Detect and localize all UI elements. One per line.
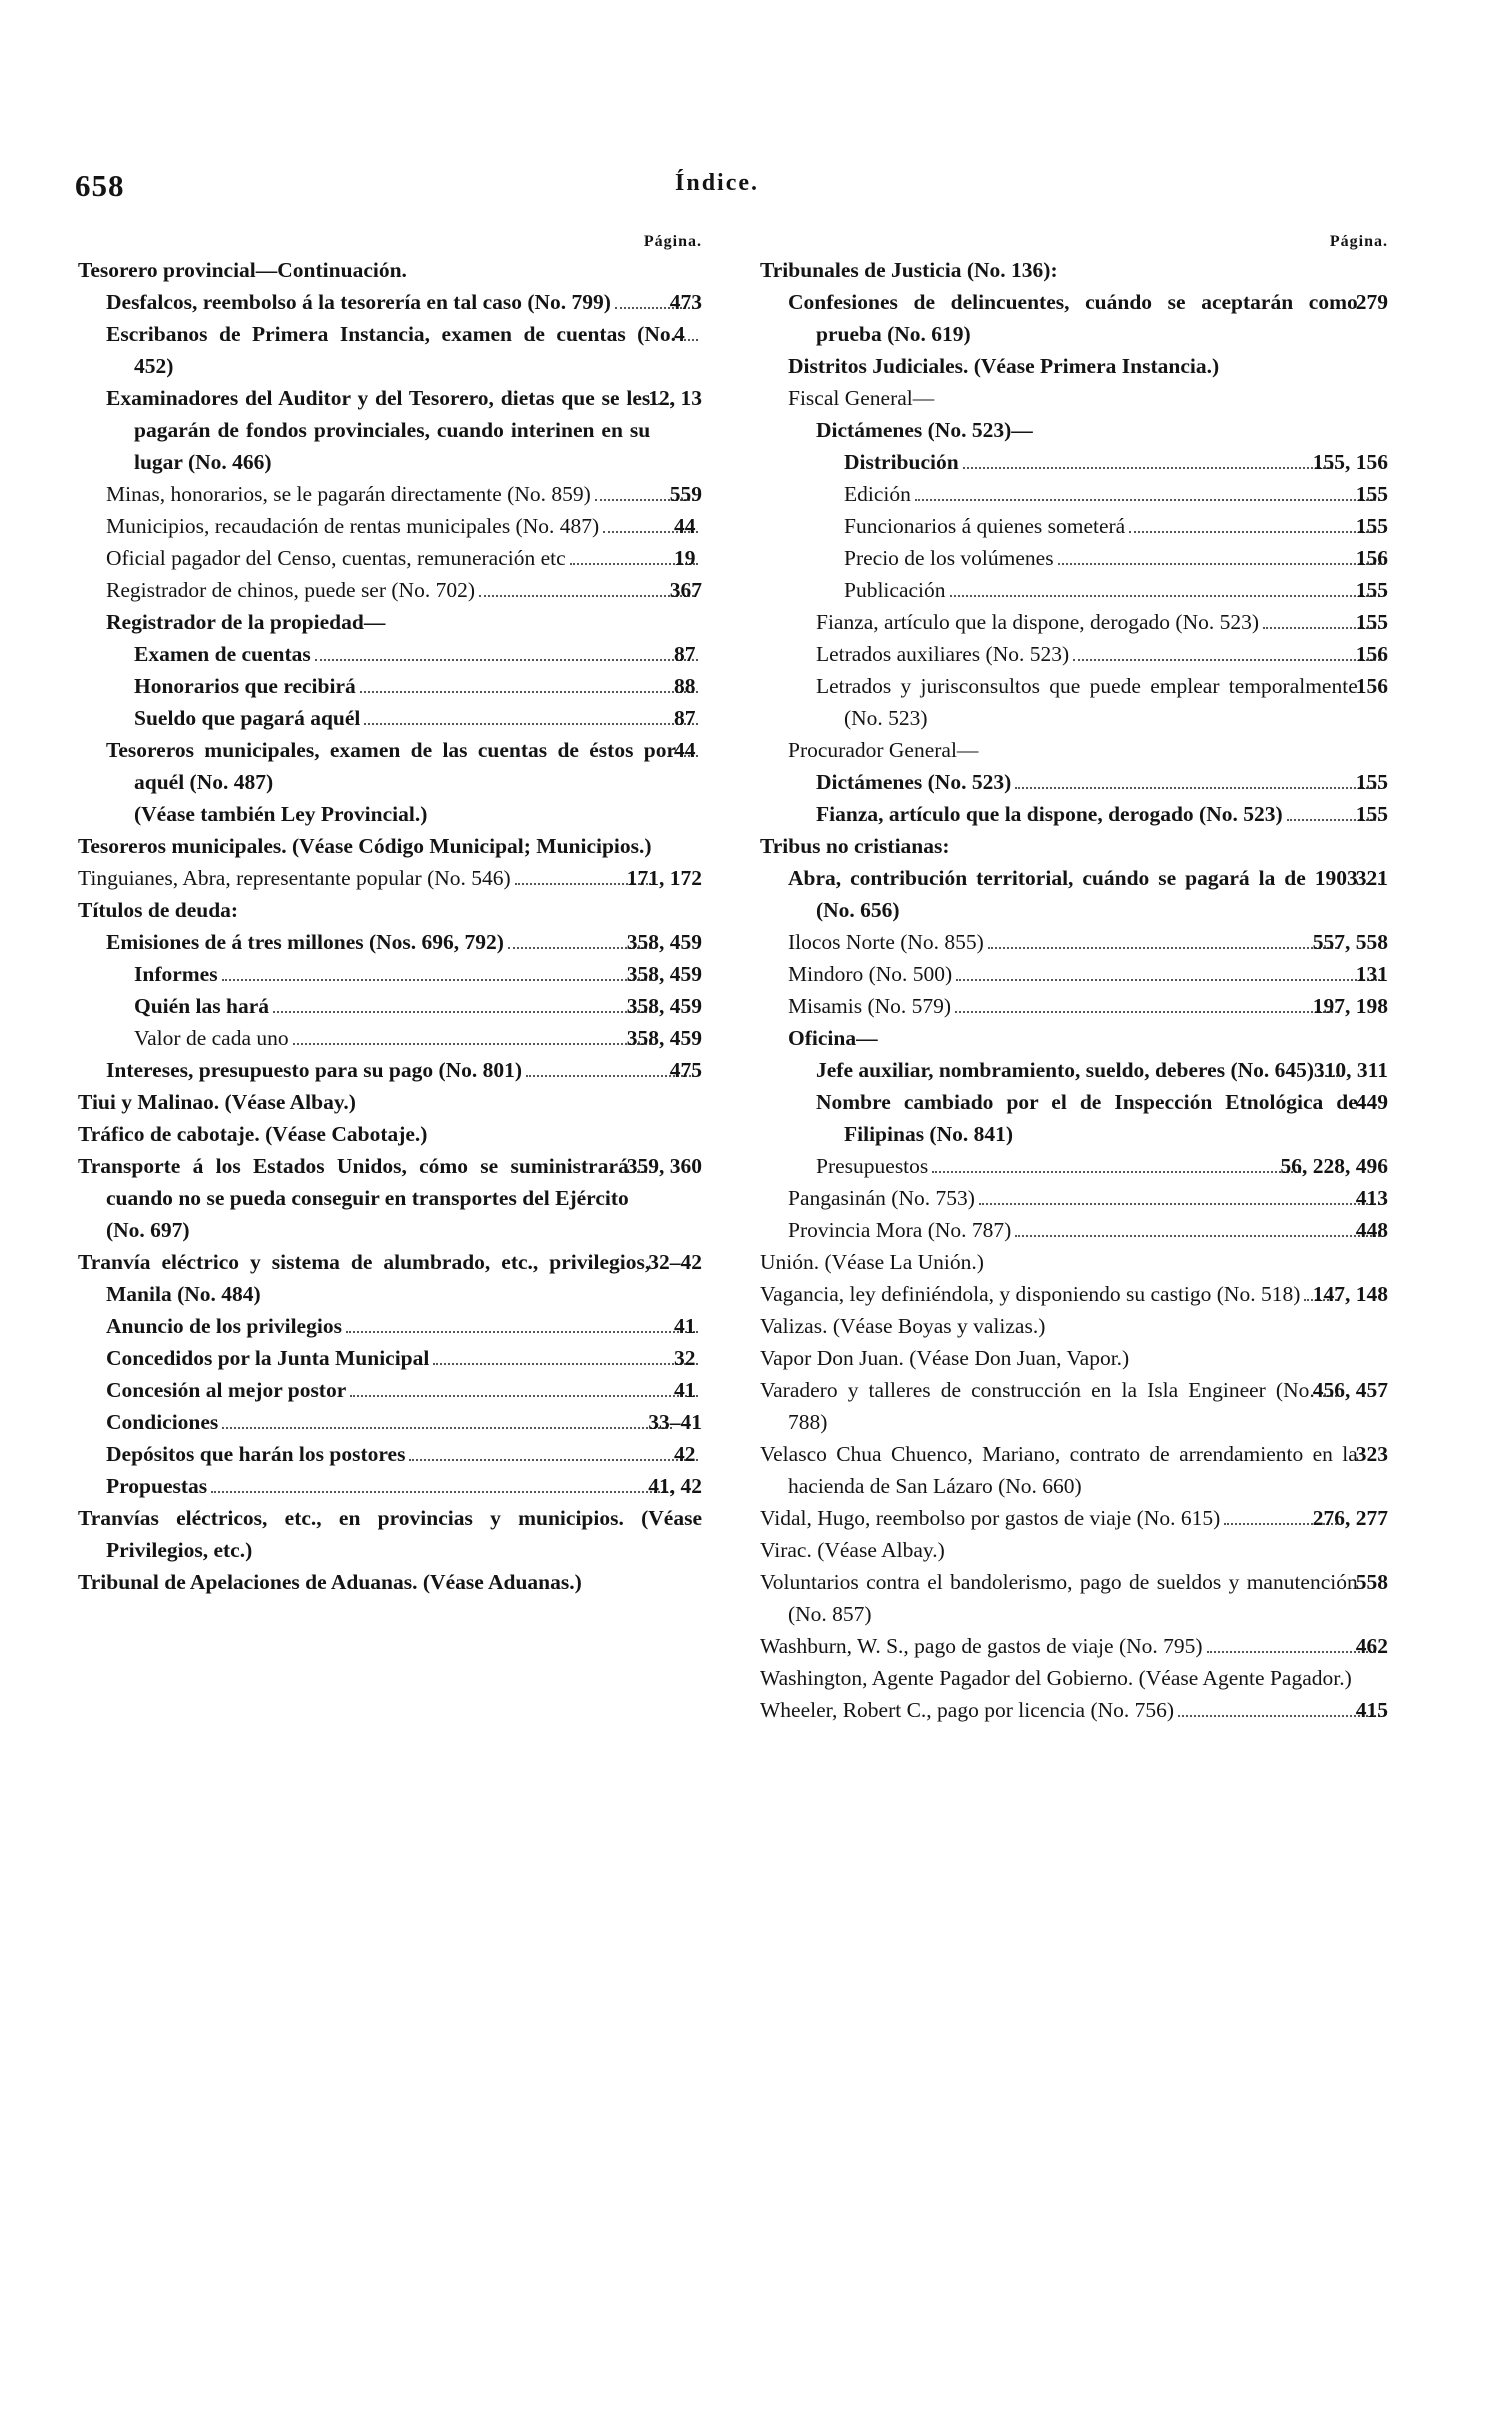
page-reference: 32–42 (648, 1250, 702, 1274)
index-entry: Municipios, recaudación de rentas municipales (No. 487) 44 (106, 510, 702, 542)
index-entry (816, 606, 1388, 638)
index-entry (78, 1566, 702, 1598)
page-reference: 358, 459 (626, 994, 702, 1018)
page-reference: 449 (1355, 1090, 1388, 1114)
entry-text: Informes (134, 962, 218, 986)
entry-text: Vagancia, ley definiéndola, y disponiendo su castigo (No. 518) (760, 1282, 1301, 1306)
page-reference: 155 (1355, 802, 1388, 826)
entry-text: Tribunales de Justicia (No. 136): (760, 258, 1058, 282)
index-entry (78, 254, 702, 286)
index-entry (78, 1246, 702, 1310)
index-entry: Anuncio de los privilegios 41 (106, 1310, 702, 1342)
dot-leader (988, 947, 1337, 949)
dot-leader (364, 723, 698, 725)
entry-text: Edición (844, 482, 911, 506)
entry-text: Transporte á los Estados Unidos, cómo se suministrará cuando no se pueda conseguir en transportes del Ejército (No. 697) (78, 1154, 629, 1242)
dot-leader (1207, 1651, 1380, 1653)
index-entry (106, 1470, 702, 1502)
index-entry (844, 542, 1388, 574)
dot-leader (963, 467, 1337, 469)
index-entry (760, 1502, 1388, 1534)
page-reference: 131 (1355, 962, 1388, 986)
left-entries (78, 254, 702, 1598)
index-entry (816, 766, 1388, 798)
page-reference: 456, 457 (1312, 1378, 1388, 1402)
pagina-header-left: Página. (643, 233, 702, 250)
index-entry (106, 606, 702, 638)
entry-text: Procurador General— (788, 738, 979, 762)
entry-text: Tranvías eléctricos, etc., en provincias y municipios. (Véase Privilegios, etc.) (78, 1506, 702, 1562)
entry-text: Fiscal General— (788, 386, 935, 410)
entry-text: Tesoreros municipales. (Véase Código Municipal; Municipios.) (78, 834, 652, 858)
index-entry (788, 1214, 1388, 1246)
index-entry (760, 1630, 1388, 1662)
index-entry (760, 1310, 1388, 1342)
entry-text: Depósitos que harán los postores (106, 1442, 406, 1466)
index-entry (816, 1086, 1388, 1150)
dot-leader (479, 595, 694, 597)
index-entry (816, 414, 1388, 446)
page-reference: 33–41 (648, 1410, 702, 1434)
entry-text: Anuncio de los privilegios (106, 1314, 342, 1338)
page-reference: 473 (669, 290, 702, 314)
page-reference: 155, 156 (1312, 450, 1388, 474)
dot-leader (979, 1203, 1380, 1205)
dot-leader (955, 1011, 1337, 1013)
page-reference: 155 (1355, 770, 1388, 794)
entry-text: Washington, Agente Pagador del Gobierno. (Véase Agente Pagador.) (760, 1666, 1352, 1690)
entry-text: Virac. (Véase Albay.) (760, 1538, 945, 1562)
entry-text: Varadero y talleres de construcción en la Isla Engineer (No. 788) (760, 1378, 1315, 1434)
entry-text: Distritos Judiciales. (Véase Primera Instancia.) (788, 354, 1220, 378)
entry-text: Fianza, artículo que la dispone, derogado (No. 523) (816, 802, 1283, 826)
page-reference: 276, 277 (1312, 1506, 1388, 1530)
page-reference: 367 (669, 578, 702, 602)
index-entry (816, 670, 1388, 734)
entry-text: Wheeler, Robert C., pago por licencia (No. 756) (760, 1698, 1175, 1722)
entry-text: Sueldo que pagará aquél (134, 706, 361, 730)
page-reference: 323 (1355, 1442, 1388, 1466)
entry-text: Tesoreros municipales, examen de las cuentas de éstos por aquél (No. 487) (106, 738, 676, 794)
entry-text: Concesión al mejor postor (106, 1378, 347, 1402)
page-reference: 56, 228, 496 (1280, 1154, 1388, 1178)
page-reference: 279 (1355, 290, 1388, 314)
index-entry (106, 574, 702, 606)
entry-text: Confesiones de delincuentes, cuándo se aceptarán como prueba (No. 619) (788, 290, 1358, 346)
dot-leader (433, 1363, 698, 1365)
index-entry (106, 286, 702, 318)
entry-text: Vidal, Hugo, reembolso por gastos de viaje (No. 615) (760, 1506, 1221, 1530)
index-entry (760, 1246, 1388, 1278)
dot-leader (956, 979, 1380, 981)
entry-text: Pangasinán (No. 753) (788, 1186, 975, 1210)
index-entry (106, 1406, 702, 1438)
entry-text: Tráfico de cabotaje. (Véase Cabotaje.) (78, 1122, 428, 1146)
page-reference: 448 (1355, 1218, 1388, 1242)
entry-text: Washburn, W. S., pago de gastos de viaje (No. 795) (760, 1634, 1203, 1658)
dot-leader (1015, 787, 1380, 789)
entry-text: Presupuestos (816, 1154, 929, 1178)
index-entry (760, 1374, 1388, 1438)
entry-text: Letrados y jurisconsultos que puede emplear temporalmente (No. 523) (816, 674, 1358, 730)
page-number: 658 (75, 168, 125, 203)
index-entry (134, 958, 702, 990)
dot-leader (211, 1491, 672, 1493)
page-reference: 475 (669, 1058, 702, 1082)
page-reference: 12, 13 (648, 386, 702, 410)
dot-leader (293, 1043, 651, 1045)
index-entry (816, 1150, 1388, 1182)
page-reference: 359, 360 (626, 1154, 702, 1178)
index-entry (760, 1342, 1388, 1374)
dot-leader (1178, 1715, 1380, 1717)
index-entry (760, 1278, 1388, 1310)
entry-text: Honorarios que recibirá (134, 674, 356, 698)
entry-text: Examinadores del Auditor y del Tesorero, dietas que se les pagarán de fondos provinciales, cuando interinen en su lugar (No. 466) (106, 386, 651, 474)
dot-leader (915, 499, 1380, 501)
entry-text: Publicación (844, 578, 946, 602)
page-reference: 156 (1355, 546, 1388, 570)
entry-text: Distribución (844, 450, 959, 474)
index-entry (788, 990, 1388, 1022)
page-reference: 321 (1355, 866, 1388, 890)
index-entry (78, 894, 702, 926)
index-entry (134, 798, 702, 830)
page-reference: 156 (1355, 674, 1388, 698)
entry-text: Letrados auxiliares (No. 523) (816, 642, 1070, 666)
entry-text: Títulos de deuda: (78, 898, 239, 922)
entry-text: Funcionarios á quienes someterá (844, 514, 1126, 538)
index-entry (760, 254, 1388, 286)
index-entry (78, 1150, 702, 1246)
page-reference: 147, 148 (1312, 1282, 1388, 1306)
index-entry (106, 382, 702, 478)
dot-leader (315, 659, 698, 661)
index-entry: Oficial pagador del Censo, cuentas, remuneración etc 19 (106, 542, 702, 574)
index-entry (816, 638, 1388, 670)
entry-text: Ilocos Norte (No. 855) (788, 930, 984, 954)
entry-text: Fianza, artículo que la dispone, derogado (No. 523) (816, 610, 1260, 634)
entry-text: Jefe auxiliar, nombramiento, sueldo, deberes (No. 645) (816, 1058, 1315, 1082)
index-entry: Sueldo que pagará aquél 87 (134, 702, 702, 734)
index-entry (78, 1502, 702, 1566)
index-entry (760, 1662, 1388, 1694)
running-head: Índice. (675, 170, 760, 196)
index-entry (78, 1118, 702, 1150)
index-entry (106, 478, 702, 510)
entry-text: Examen de cuentas (134, 642, 311, 666)
index-entry: Concesión al mejor postor 41 (106, 1374, 702, 1406)
page-reference: 358, 459 (626, 930, 702, 954)
entry-text: Unión. (Véase La Unión.) (760, 1250, 984, 1274)
entry-text: Minas, honorarios, se le pagarán directamente (No. 859) (106, 482, 591, 506)
pagina-header-right: Página. (1329, 233, 1388, 250)
index-entry (788, 286, 1388, 350)
index-entry (760, 830, 1388, 862)
index-entry (816, 1054, 1388, 1086)
index-entry (78, 1086, 702, 1118)
entry-text: Tribunal de Apelaciones de Aduanas. (Véase Aduanas.) (78, 1570, 582, 1594)
entry-text: Oficial pagador del Censo, cuentas, remuneración etc (106, 546, 566, 570)
entry-text: Valizas. (Véase Boyas y valizas.) (760, 1314, 1046, 1338)
entry-text: Condiciones (106, 1410, 219, 1434)
index-entry (78, 862, 702, 894)
dot-leader (222, 979, 651, 981)
page-reference: 155 (1355, 514, 1388, 538)
dot-leader (526, 1075, 694, 1077)
index-entry: Tesoreros municipales, examen de las cuentas de éstos por aquél (No. 487) 44 (106, 734, 702, 798)
index-column-left (78, 230, 702, 1598)
index-entry: Examen de cuentas 87 (134, 638, 702, 670)
page-reference: 155 (1355, 482, 1388, 506)
page-reference: 155 (1355, 610, 1388, 634)
dot-leader (273, 1011, 651, 1013)
index-entry (760, 1534, 1388, 1566)
entry-text: Tinguianes, Abra, representante popular (No. 546) (78, 866, 511, 890)
entry-text: Tranvía eléctrico y sistema de alumbrado, etc., privilegios, Manila (No. 484) (78, 1250, 651, 1306)
index-entry (134, 990, 702, 1022)
entry-text: Voluntarios contra el bandolerismo, pago de sueldos y manutención (No. 857) (760, 1570, 1358, 1626)
dot-leader (932, 1171, 1304, 1173)
dot-leader (1058, 563, 1380, 565)
index-entry (788, 862, 1388, 926)
entry-text: (Véase también Ley Provincial.) (134, 802, 428, 826)
entry-text: Tribus no cristianas: (760, 834, 950, 858)
entry-text: Nombre cambiado por el de Inspección Etnológica de Filipinas (No. 841) (816, 1090, 1358, 1146)
entry-text: Mindoro (No. 500) (788, 962, 953, 986)
index-entry (788, 958, 1388, 990)
index-entry: Honorarios que recibirá 88 (134, 670, 702, 702)
entry-text: Misamis (No. 579) (788, 994, 952, 1018)
entry-text: Provincia Mora (No. 787) (788, 1218, 1012, 1242)
entry-text: Precio de los volúmenes (844, 546, 1054, 570)
index-entry: Escribanos de Primera Instancia, examen de cuentas (No. 452) 4 (106, 318, 702, 382)
index-entry: Concedidos por la Junta Municipal 32 (106, 1342, 702, 1374)
index-entry (844, 478, 1388, 510)
page-reference: 558 (1355, 1570, 1388, 1594)
dot-leader (222, 1427, 672, 1429)
index-entry (106, 926, 702, 958)
dot-leader (360, 691, 698, 693)
index-entry (760, 1694, 1388, 1726)
entry-text: Abra, contribución territorial, cuándo se pagará la de 1903 (No. 656) (788, 866, 1358, 922)
entry-text: Oficina— (788, 1026, 878, 1050)
dot-leader (350, 1395, 698, 1397)
dot-leader (346, 1331, 698, 1333)
entry-text: Emisiones de á tres millones (Nos. 696, 792) (106, 930, 504, 954)
page-reference: 559 (669, 482, 702, 506)
index-entry (788, 734, 1388, 766)
page-reference: 310, 311 (1313, 1058, 1388, 1082)
index-entry (844, 510, 1388, 542)
entry-text: Intereses, presupuesto para su pago (No. 801) (106, 1058, 523, 1082)
dot-leader (1129, 531, 1380, 533)
index-entry (788, 926, 1388, 958)
index-entry (788, 382, 1388, 414)
entry-text: Valor de cada uno (134, 1026, 289, 1050)
index-entry (760, 1566, 1388, 1630)
page-reference: 41, 42 (648, 1474, 702, 1498)
page-reference: 462 (1355, 1634, 1388, 1658)
index-entry (78, 830, 702, 862)
page-reference: 358, 459 (626, 1026, 702, 1050)
index-entry (788, 1182, 1388, 1214)
entry-text: Concedidos por la Junta Municipal (106, 1346, 430, 1370)
page-reference: 415 (1355, 1698, 1388, 1722)
index-entry (816, 798, 1388, 830)
index-entry (106, 1054, 702, 1086)
page-reference: 197, 198 (1312, 994, 1388, 1018)
entry-text: Velasco Chua Chuenco, Mariano, contrato de arrendamiento en la hacienda de San Lázaro (No. 660) (760, 1442, 1358, 1498)
entry-text: Dictámenes (No. 523)— (816, 418, 1033, 442)
entry-text: Escribanos de Primera Instancia, examen de cuentas (No. 452) (106, 322, 676, 378)
entry-text: Dictámenes (No. 523) (816, 770, 1012, 794)
entry-text: Municipios, recaudación de rentas municipales (No. 487) (106, 514, 600, 538)
page-reference: 171, 172 (626, 866, 702, 890)
entry-text: Tiui y Malinao. (Véase Albay.) (78, 1090, 356, 1114)
dot-leader (950, 595, 1380, 597)
index-entry (788, 1022, 1388, 1054)
entry-text: Registrador de la propiedad— (106, 610, 386, 634)
entry-text: Tesorero provincial—Continuación. (78, 258, 407, 282)
entry-text: Registrador de chinos, puede ser (No. 702) (106, 578, 475, 602)
page-reference: 557, 558 (1312, 930, 1388, 954)
index-entry (844, 446, 1388, 478)
dot-leader (1073, 659, 1380, 661)
index-column-right (760, 230, 1388, 1726)
entry-text: Quién las hará (134, 994, 269, 1018)
page-reference: 155 (1355, 578, 1388, 602)
dot-leader (409, 1459, 698, 1461)
page-reference: 358, 459 (626, 962, 702, 986)
index-entry (788, 350, 1388, 382)
page-reference: 156 (1355, 642, 1388, 666)
index-entry: Depósitos que harán los postores 42 (106, 1438, 702, 1470)
index-entry (844, 574, 1388, 606)
entry-text: Vapor Don Juan. (Véase Don Juan, Vapor.) (760, 1346, 1130, 1370)
entry-text: Propuestas (106, 1474, 208, 1498)
dot-leader (1015, 1235, 1379, 1237)
index-entry (760, 1438, 1388, 1502)
page-reference: 413 (1355, 1186, 1388, 1210)
index-entry (134, 1022, 702, 1054)
right-entries (760, 254, 1388, 1726)
entry-text: Desfalcos, reembolso á la tesorería en tal caso (No. 799) (106, 290, 611, 314)
